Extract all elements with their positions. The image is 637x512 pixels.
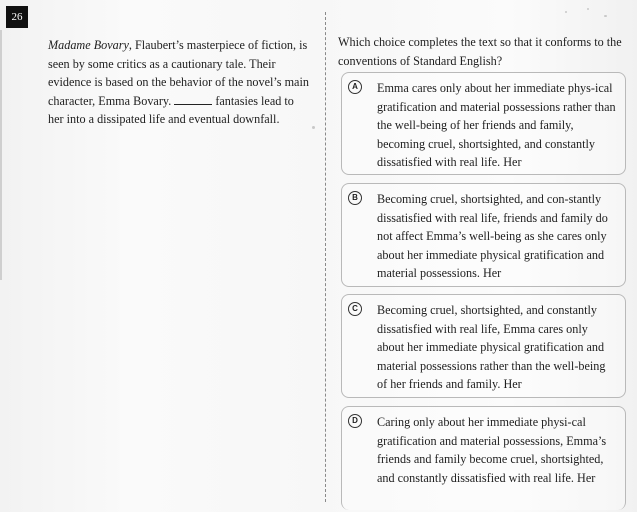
page-edge-shadow xyxy=(0,30,2,280)
scan-speck xyxy=(604,15,607,17)
choice-c-text: Becoming cruel, shortsighted, and constantly dissatisfied with real life, Emma cares only about her immediate physical gratification and material possessions rather than the well-being of her friends and family. Her xyxy=(377,303,606,392)
scan-speck xyxy=(565,11,567,13)
passage-book-title: Madame Bovary xyxy=(48,38,129,52)
choice-a-letter-icon: A xyxy=(348,80,362,94)
passage-text-after-blank: fantasies lead to her into a dissipated life and eventual downfall. xyxy=(48,93,294,127)
choice-b-text: Becoming cruel, shortsighted, and con-stantly dissatisfied with real life, friends and family do not affect Emma’s well-being as she cares only about her immediate physical gratification and material possessions. Her xyxy=(377,192,608,281)
choice-b[interactable] xyxy=(341,183,626,287)
choice-d-text: Caring only about her immediate physi-cal gratification and material possessions, Emma’s friends and family become cruel, shortsighted, and constantly dissatisfied with real life. Her xyxy=(377,415,607,485)
choice-b-letter-icon: B xyxy=(348,191,362,205)
column-divider xyxy=(325,12,326,502)
question-number-badge: 26 xyxy=(6,6,28,28)
choice-d-letter-icon: D xyxy=(348,414,362,428)
choice-d[interactable] xyxy=(341,406,626,510)
scan-speck xyxy=(312,126,315,129)
question-prompt: Which choice completes the text so that it conforms to the conventions of Standard English? xyxy=(338,35,622,68)
choice-c-letter-icon: C xyxy=(348,302,362,316)
answer-blank xyxy=(174,93,212,105)
choice-a-text: Emma cares only about her immediate phys-ical gratification and material possessions rather than the well-being of her friends and family, becoming cruel, shortsighted, and constantly dissatisfied with real life. Her xyxy=(377,81,616,170)
scan-speck xyxy=(587,8,589,10)
choice-c[interactable] xyxy=(341,294,626,398)
passage-text xyxy=(48,36,310,129)
choice-a[interactable] xyxy=(341,72,626,175)
passage-text-before-blank: , Flaubert’s masterpiece of fiction, is seen by some critics as a cautionary tale. Their evidence is based on the behavior of the novel’s main character, Emma Bovary. xyxy=(48,38,309,108)
